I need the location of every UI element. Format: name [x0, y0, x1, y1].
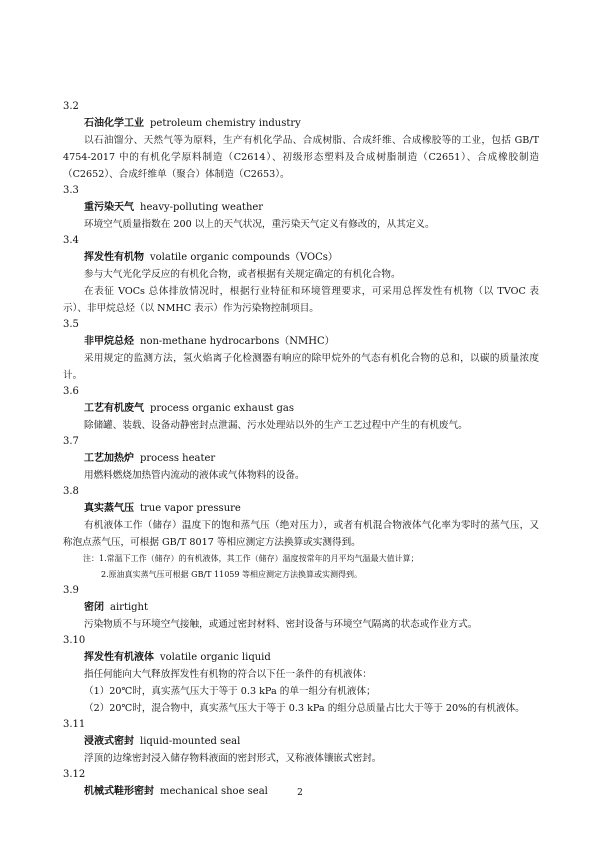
term-english: petroleum chemistry industry: [150, 118, 301, 129]
term-english: volatile organic liquid: [160, 652, 271, 663]
term-heading: [63, 115, 539, 132]
term-english: process heater: [140, 453, 216, 464]
term-chinese: 挥发性有机液体: [84, 652, 154, 663]
definition-paragraph: 参与大气光化学反应的有机化合物，或者根据有关规定确定的有机化合物。: [84, 269, 401, 280]
term-english: non-methane hydrocarbons（NMHC）: [140, 336, 335, 347]
section-number: 3.6: [63, 386, 79, 397]
term-english: process organic exhaust gas: [150, 403, 294, 414]
term-heading: [63, 249, 539, 266]
term-chinese: 重污染天气: [84, 202, 134, 213]
term-heading: [63, 733, 539, 750]
definition-paragraph: 在表征 VOCs 总体排放情况时，根据行业特征和环境管理要求，可采用总挥发性有机物（以 TVOC 表示）、非甲烷总烃（以 NMHC 表示）作为污染物控制项目。: [63, 286, 539, 314]
term-heading: [63, 599, 539, 616]
section-number: 3.4: [63, 235, 79, 246]
section-number: 3.9: [63, 585, 79, 596]
term-chinese: 密闭: [84, 602, 104, 613]
section-number: 3.3: [63, 185, 79, 196]
term-english: volatile organic compounds（VOCs）: [150, 252, 338, 263]
definition-paragraph: 环境空气质量指数在 200 以上的天气状况，重污染天气定义有修改的，从其定义。: [84, 219, 435, 230]
term-chinese: 工艺加热炉: [84, 453, 134, 464]
term-english: heavy-polluting weather: [140, 202, 264, 213]
section-number: 3.11: [63, 719, 86, 730]
term-chinese: 真实蒸气压: [84, 503, 134, 514]
definition-paragraph: 浮顶的边缘密封浸入储存物料液面的密封形式，又称液体镶嵌式密封。: [84, 753, 382, 764]
definition-paragraph: 以石油馏分、天然气等为原料，生产有机化学品、合成树脂、合成纤维、合成橡胶等的工业，包括 GB/T 4754-2017 中的有机化学原料制造（C2614）、初级形态塑料及合成树脂制造（C2651）、合成橡胶制造（C2652）、合成纤维单（聚合）体制造（C2653）。: [63, 135, 539, 180]
section-number: 3.12: [63, 769, 86, 780]
term-chinese: 非甲烷总烃: [84, 336, 134, 347]
term-chinese: 工艺有机废气: [84, 403, 144, 414]
definition-list-item: （2）20℃时，混合物中，真实蒸气压大于等于 0.3 kPa 的组分总质量占比大于等于 20%的有机液体。: [84, 703, 525, 714]
definition-paragraph: 用燃料燃烧加热管内流动的液体或气体物料的设备。: [84, 470, 305, 481]
term-english: mechanical shoe seal: [160, 786, 268, 797]
section-number: 3.10: [63, 635, 86, 646]
section-number: 3.5: [63, 319, 79, 330]
term-heading: [63, 333, 539, 350]
term-heading: [63, 400, 539, 417]
definition-paragraph: 采用规定的监测方法，氢火焰离子化检测器有响应的除甲烷外的气态有机化合物的总和，以碳的质量浓度计。: [63, 353, 539, 381]
term-english: airtight: [110, 602, 149, 613]
term-heading: [63, 450, 539, 467]
page-content: [63, 99, 539, 800]
section-number: 3.2: [63, 101, 79, 112]
note-line: 2.原油真实蒸气压可根据 GB/T 11059 等相应测定方法换算或实测得到。: [101, 570, 363, 579]
section-number: 3.7: [63, 436, 79, 447]
section-number: 3.8: [63, 486, 79, 497]
definition-paragraph: 污染物质不与环境空气接触，或通过密封材料、密封设备与环境空气隔离的状态或作业方式。: [84, 619, 478, 630]
note-line: 注：1.常温下工作（储存）的有机液体，其工作（储存）温度按常年的月平均气温最大值计算；: [83, 554, 419, 563]
term-english: liquid-mounted seal: [140, 736, 241, 747]
term-chinese: 挥发性有机物: [84, 252, 144, 263]
definition-list-item: （1）20℃时，真实蒸气压大于等于 0.3 kPa 的单一组分有机液体；: [84, 686, 376, 697]
term-heading: [63, 500, 539, 517]
page-number: 2: [297, 788, 303, 798]
definition-paragraph: 除储罐、装载、设备动静密封点泄漏、污水处理站以外的生产工艺过程中产生的有机废气。: [84, 420, 468, 431]
definition-paragraph: 指任何能向大气释放挥发性有机物的符合以下任一条件的有机液体：: [84, 669, 372, 680]
term-chinese: 石油化学工业: [84, 118, 144, 129]
term-heading: [63, 649, 539, 666]
term-chinese: 机械式鞋形密封: [84, 786, 154, 797]
term-heading: [63, 199, 539, 216]
term-chinese: 浸液式密封: [84, 736, 134, 747]
definition-paragraph: 有机液体工作（储存）温度下的饱和蒸气压（绝对压力），或者有机混合物液体气化率为零时的蒸气压，又称泡点蒸气压，可根据 GB/T 8017 等相应测定方法换算或实测得到。: [63, 520, 539, 548]
term-english: true vapor pressure: [140, 503, 241, 514]
